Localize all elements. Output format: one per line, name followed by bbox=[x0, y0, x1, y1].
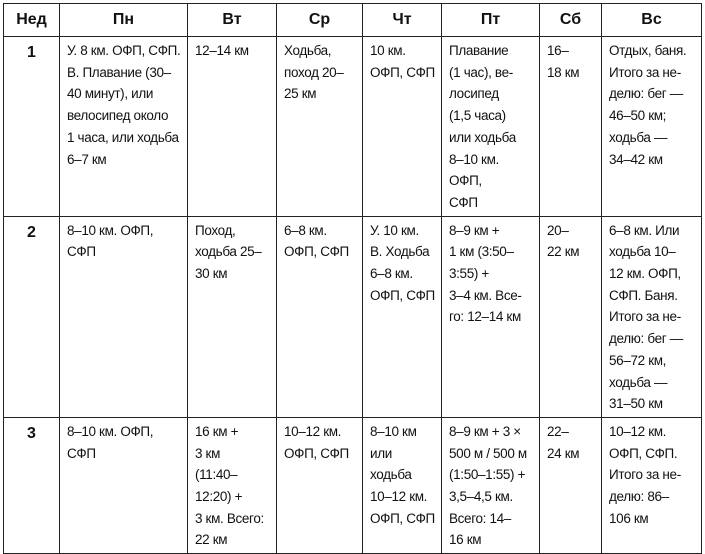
table-cell-friday: 8–9 км + 1 км (3:50– 3:55) + 3–4 км. Все- го: 12–14 км bbox=[442, 216, 540, 417]
table-cell-sunday: 10–12 км. ОФП, СФП. Итого за не- делю: 86– 106 км bbox=[602, 417, 702, 553]
table-cell-tuesday: 16 км + 3 км (11:40– 12:20) + 3 км. Всего: 22 км bbox=[188, 417, 277, 553]
header-thursday: Чт bbox=[363, 4, 442, 37]
table-cell-monday: 8–10 км. ОФП, СФП bbox=[60, 417, 188, 553]
table-row bbox=[4, 37, 702, 217]
training-plan-table bbox=[3, 3, 702, 554]
header-sunday: Вс bbox=[602, 4, 702, 37]
table-cell-saturday: 16– 18 км bbox=[540, 37, 602, 217]
header-friday: Пт bbox=[442, 4, 540, 37]
header-saturday: Сб bbox=[540, 4, 602, 37]
table-cell-thursday: У. 10 км. В. Ходьба 6–8 км. ОФП, СФП bbox=[363, 216, 442, 417]
header-tuesday: Вт bbox=[188, 4, 277, 37]
table-cell-saturday: 20– 22 км bbox=[540, 216, 602, 417]
table-cell-wednesday: Ходьба, поход 20– 25 км bbox=[277, 37, 363, 217]
table-cell-monday: 8–10 км. ОФП, СФП bbox=[60, 216, 188, 417]
week-number: 2 bbox=[4, 216, 60, 417]
header-monday: Пн bbox=[60, 4, 188, 37]
table-cell-monday: У. 8 км. ОФП, СФП. В. Плавание (30– 40 минут), или велосипед около 1 часа, или ходьба 6–7 км bbox=[60, 37, 188, 217]
header-row bbox=[4, 4, 702, 37]
table-row bbox=[4, 216, 702, 417]
header-wednesday: Ср bbox=[277, 4, 363, 37]
table-cell-friday: Плавание (1 час), ве- лосипед (1,5 часа) или ходьба 8–10 км. ОФП, СФП bbox=[442, 37, 540, 217]
table-cell-saturday: 22– 24 км bbox=[540, 417, 602, 553]
table-cell-wednesday: 10–12 км. ОФП, СФП bbox=[277, 417, 363, 553]
table-cell-sunday: Отдых, баня. Итого за не- делю: бег — 46–50 км; ходьба — 34–42 км bbox=[602, 37, 702, 217]
table-cell-thursday: 10 км. ОФП, СФП bbox=[363, 37, 442, 217]
header-week: Нед bbox=[4, 4, 60, 37]
week-number: 1 bbox=[4, 37, 60, 217]
table-cell-thursday: 8–10 км или ходьба 10–12 км. ОФП, СФП bbox=[363, 417, 442, 553]
table-cell-tuesday: Поход, ходьба 25– 30 км bbox=[188, 216, 277, 417]
week-number: 3 bbox=[4, 417, 60, 553]
table-cell-sunday: 6–8 км. Или ходьба 10– 12 км. ОФП, СФП. Баня. Итого за не- делю: бег — 56–72 км, ходьба — 31–50 км bbox=[602, 216, 702, 417]
table-cell-tuesday: 12–14 км bbox=[188, 37, 277, 217]
table-cell-wednesday: 6–8 км. ОФП, СФП bbox=[277, 216, 363, 417]
table-cell-friday: 8–9 км + 3 × 500 м / 500 м (1:50–1:55) + 3,5–4,5 км. Всего: 14– 16 км bbox=[442, 417, 540, 553]
table-row bbox=[4, 417, 702, 553]
